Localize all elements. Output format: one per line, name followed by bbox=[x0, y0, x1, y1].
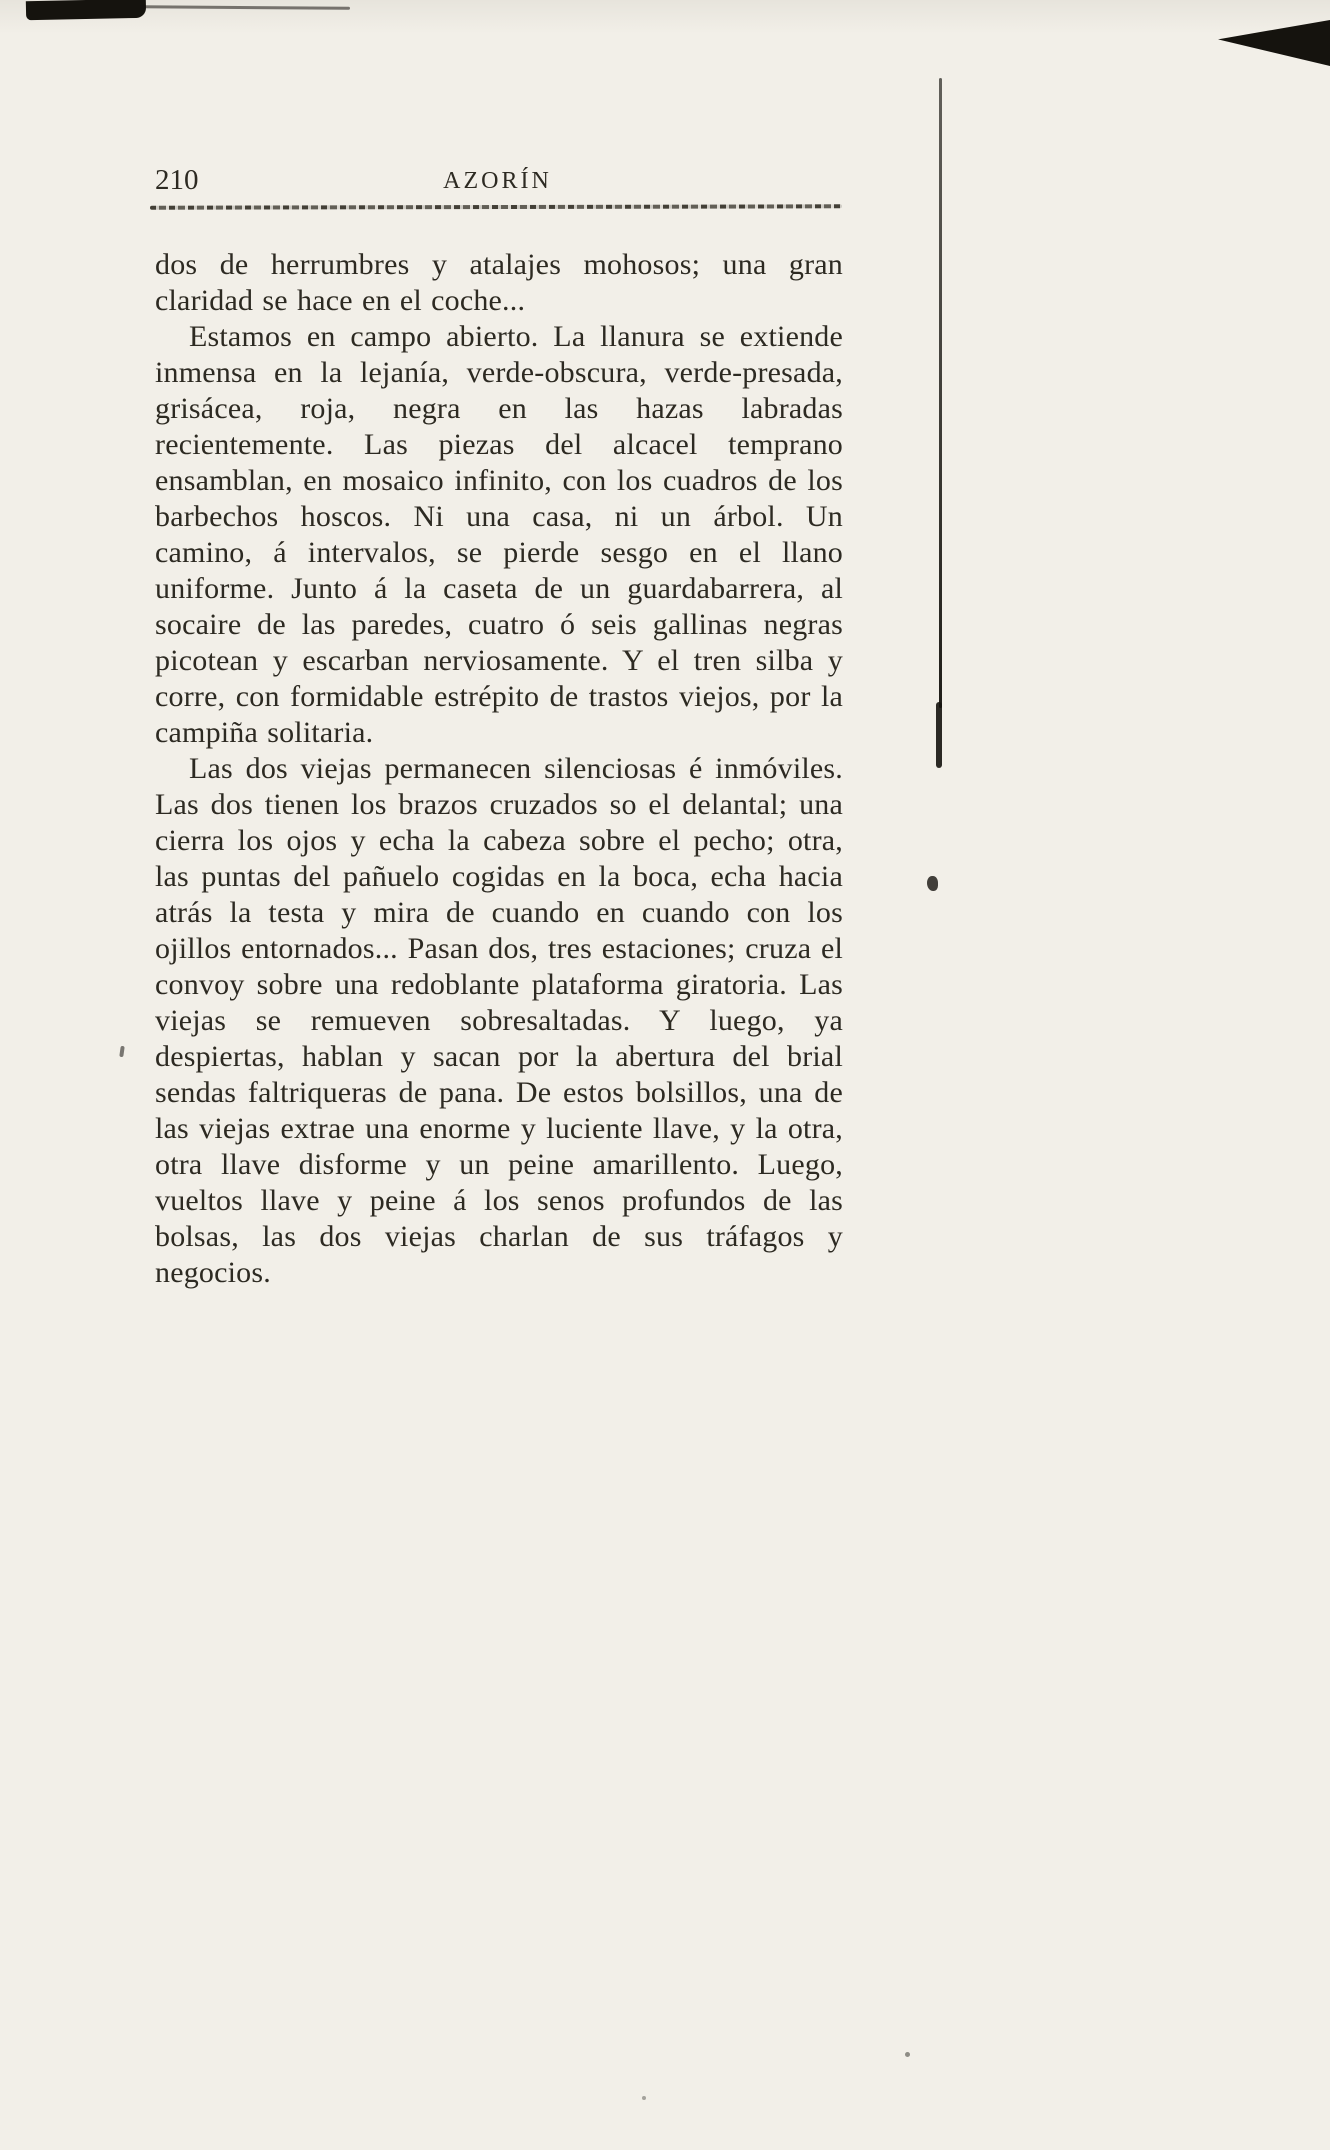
paragraph: dos de herrumbres y atalajes mohosos; una gran claridad se hace en el coche... bbox=[155, 248, 843, 317]
scan-artifact-dot bbox=[642, 2096, 646, 2100]
running-head: AZORÍN bbox=[443, 168, 552, 194]
header-rule bbox=[150, 204, 842, 209]
scan-artifact-top-edge-line bbox=[140, 5, 350, 9]
page-number: 210 bbox=[155, 164, 199, 196]
scan-artifact-dot bbox=[905, 2052, 910, 2057]
page-header bbox=[155, 162, 840, 198]
scan-artifact-right-smudge bbox=[927, 876, 938, 891]
paragraph: Las dos viejas permanecen silenciosas é inmóviles. Las dos tienen los brazos cruzados so el delantal; una cierra los ojos y echa la cabeza sobre el pecho; otra, las puntas del pañuelo cogidas en la boca, echa hacia atrás la testa y mira de cuando en cuando con los ojillos entornados... Pasan dos, tres estaciones; cruza el convoy sobre una redoblante plataforma giratoria. Las viejas se remueven sobresaltadas. Y luego, ya despiertas, hablan y sacan por la abertura del brial sendas faltriqueras de pana. De estos bolsillos, una de las viejas extrae una enorme y luciente llave, y la otra, otra llave disforme y un peine amarillento. Luego, vueltos llave y peine á los senos profundos de las bolsas, las dos viejas charlan de sus tráfagos y negocios. bbox=[155, 752, 843, 1289]
scan-artifact-top-left bbox=[26, 0, 146, 20]
text-block bbox=[155, 247, 843, 1291]
scan-artifact-left-tick bbox=[119, 1046, 124, 1057]
paragraph: Estamos en campo abierto. La llanura se extiende inmensa en la lejanía, verde-obscura, verde-presada, grisácea, roja, negra en las hazas labradas recientemente. Las piezas del alcacel temprano ensamblan, en mosaico infinito, con los cuadros de los barbechos hoscos. Ni una casa, ni un árbol. Un camino, á intervalos, se pierde sesgo en el llano uniforme. Junto á la caseta de un guardabarrera, al socaire de las paredes, cuatro ó seis gallinas negras picotean y escarban nerviosamente. Y el tren silba y corre, con formidable estrépito de trastos viejos, por la campiña solitaria. bbox=[155, 320, 843, 749]
scan-artifact-binding-line bbox=[939, 78, 942, 708]
scan-artifact-top-right-wedge bbox=[1218, 20, 1330, 66]
scan-artifact-binding-line-lower bbox=[936, 702, 942, 768]
